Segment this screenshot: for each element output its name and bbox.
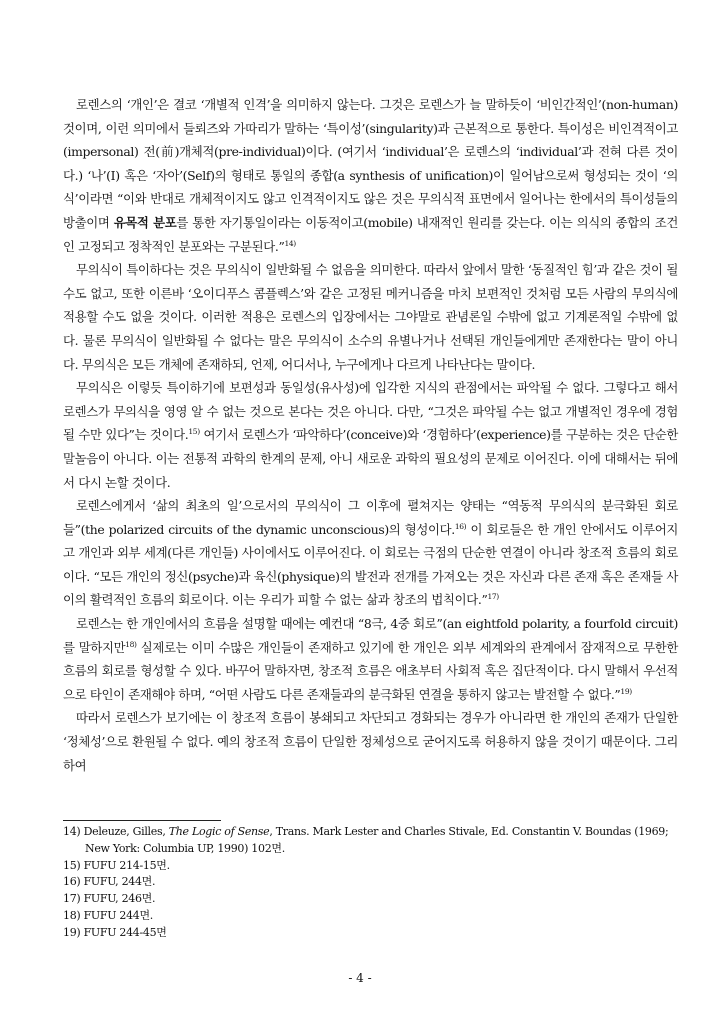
body-text <box>63 93 678 777</box>
footnote-ref[interactable]: 16) <box>454 521 467 531</box>
paragraph-text: 이 회로들은 한 개인 안에서도 이루어지고 개인과 외부 세계(다른 개인들) 사이에서도 이루어진다. 이 회로는 극점의 단순한 연결이 아니라 창조적 흐름의 회로이다. “모든 개인의 정신(psyche)과 육신(physique)의 발전과 전개를 가져오는 것은 자신과 다른 존재 혹은 존재들 사이의 활력적인 흐름의 회로이다. 이는 우리가 피할 수 없는 삶과 창조의 법칙이다.” <box>63 521 678 608</box>
paragraph-text: 무의식이 특이하다는 것은 무의식이 일반화될 수 없음을 의미한다. 따라서 앞에서 말한 ‘동질적인 힘’과 같은 것이 될 수도 없고, 또한 이른바 ‘오이디푸스 콤플렉스’와 같은 고정된 메커니즘을 마치 보편적인 것처럼 모든 사람의 무의식에 적용할 수도 없을 것이다. 이러한 적용은 로렌스의 입장에서는 그야말로 관념론일 수밖에 없고 기계론적일 수밖에 없다. 물론 무의식이 일반화될 수 없다는 말은 무의식이 소수의 유별나거나 선택된 개인들에게만 존재한다는 말이 아니다. 무의식은 모든 개체에 존재하되, 언제, 어디서나, 누구에게나 다르게 나타난다는 말이다. <box>63 262 678 372</box>
footnotes <box>63 824 678 942</box>
paragraph <box>63 612 678 706</box>
paragraph <box>63 706 678 777</box>
paragraph <box>63 376 678 494</box>
paragraph <box>63 93 678 258</box>
footnote-number: 16) <box>63 875 81 889</box>
footnote-number: 18) <box>63 908 81 922</box>
footnote-ref[interactable]: 17) <box>487 592 499 602</box>
paragraph-text: 여기서 로렌스가 ‘파악하다’(conceive)와 ‘경험하다’(experience)를 구분하는 것은 단순한 말놀음이 아니다. 이는 전통적 과학의 한계의 문제, 아니 새로운 과학의 필요성의 문제로 이어진다. 이에 대해서는 뒤에서 다시 논할 것이다. <box>63 427 679 490</box>
footnote-number: 19) <box>63 925 81 939</box>
document-page <box>63 93 678 777</box>
footnote-text: Deleuze, Gilles, <box>80 825 169 838</box>
paragraph-text: 를 통한 자기통일이라는 이동적이고(mobile) 내재적인 원리를 갖는다. 이는 의식의 종합의 조건인 고정되고 정착적인 분포와는 구분된다.” <box>63 214 678 254</box>
footnote-16 <box>63 874 678 891</box>
footnote-ref[interactable]: 19) <box>620 686 632 696</box>
emphasis-text: 유목적 분포 <box>113 214 177 230</box>
paragraph <box>63 258 678 376</box>
paragraph-text: 로렌스는 한 개인에서의 흐름을 설명할 때에는 예컨대 “8극, 4중 회로”(an eightfold polarity, a fourfold circuit)를 말하지만 <box>63 616 678 655</box>
paragraph <box>63 494 678 612</box>
page-number: - 4 - <box>348 971 372 985</box>
paragraph-text: 따라서 로렌스가 보기에는 이 창조적 흐름이 봉쇄되고 차단되고 경화되는 경우가 아니라면 한 개인의 존재가 단일한 ‘정체성’으로 환원될 수 없다. 예의 창조적 흐름이 단일한 정체성으로 굳어지도록 허용하지 않을 것이기 때문이다. 그리하여 <box>63 710 678 773</box>
footnote-book-title: The Logic of Sense <box>168 825 270 838</box>
footnote-text: FUFU, 244면. <box>80 875 156 889</box>
paragraph-text: 로렌스에게서 ‘삶의 최초의 일’으로서의 무의식이 그 이후에 펼쳐지는 양태는 “역동적 무의식의 분극화된 회로들”(the polarized circuits of the dynamic unconscious)의 형성이다. <box>63 498 678 537</box>
footnote-15 <box>63 858 678 875</box>
footnote-ref[interactable]: 15) <box>188 427 200 437</box>
footnote-number: 14) <box>63 825 81 838</box>
footnote-ref[interactable]: 18) <box>125 639 137 649</box>
footnote-number: 17) <box>63 892 81 906</box>
footnote-text: , Trans. Mark Lester and Charles Stivale, Ed. Constantin V. Boundas (1969; New York: Columbia UP, 1990) 102면. <box>85 825 669 855</box>
footnote-text: FUFU 244면. <box>80 908 154 922</box>
footnote-14 <box>63 824 678 858</box>
footnote-17 <box>63 891 678 908</box>
paragraph-text: 로렌스의 ‘개인’은 결코 ‘개별적 인격’을 의미하지 않는다. 그것은 로렌스가 늘 말하듯이 ‘비인간적인’(non-human) 것이며, 이런 의미에서 들뢰즈와 가따리가 말하는 ‘특이성’(singularity)과 근본적으로 통한다. 특이성은 비인격적이고(impersonal) 전(前)개체적(pre-individual)이다. (여기서 ‘individual’은 로렌스의 ‘individual’과 전혀 다른 것이다.) ‘나’(I) 혹은 ‘자아’(Self)의 형태로 통일의 종합(a synthesis of unification)이 일어남으로써 형성되는 것이 ‘의식’이라면 “이와 반대로 개체적이지도 않고 인격적이지도 않은 것은 무의식적 표면에서 일어나는 한에서의 특이성들의 방출이며 <box>63 97 678 230</box>
paragraph-text: 실제로는 이미 수많은 개인들이 존재하고 있기에 한 개인은 외부 세계와의 관계에서 잠재적으로 무한한 흐름의 회로를 형성할 수 있다. 바꾸어 말하자면, 창조적 흐름은 애초부터 사회적 혹은 집단적이다. 다시 말해서 우선적으로 타인이 존재해야 하며, “어떤 사람도 다른 존재들과의 분극화된 연결을 통하지 않고는 발전할 수 없다.” <box>63 639 678 702</box>
footnote-18 <box>63 908 678 925</box>
footnote-number: 15) <box>63 858 81 872</box>
footnote-separator <box>63 820 221 821</box>
footnote-text: FUFU 214-15면. <box>80 858 170 872</box>
footnote-ref[interactable]: 14) <box>284 238 296 248</box>
footnote-text: FUFU, 246면. <box>80 892 156 906</box>
paragraph-text: 무의식은 이렇듯 특이하기에 보편성과 동일성(유사성)에 입각한 지식의 관점에서는 파악될 수 없다. 그렇다고 해서 로렌스가 무의식을 영영 알 수 없는 것으로 본다는 것은 아니다. 다만, “그것은 파악될 수는 없고 개별적인 경우에 경험될 수만 있다”는 것이다. <box>63 380 678 443</box>
footnote-text: FUFU 244-45면 <box>80 925 167 939</box>
footnote-19 <box>63 925 678 942</box>
